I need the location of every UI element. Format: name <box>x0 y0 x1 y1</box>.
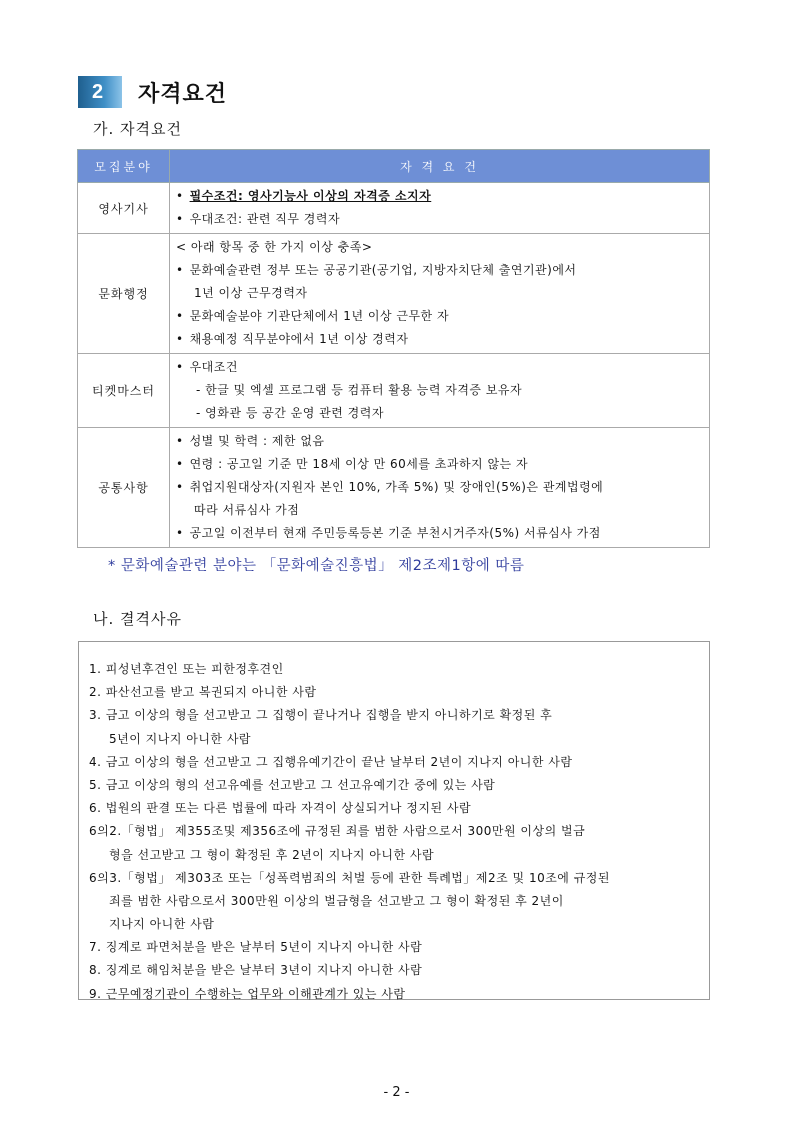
requirement-text: 문화예술분야 기관단체에서 1년 이상 근무한 자 <box>189 309 450 323</box>
disqualification-item: 5년이 지나지 아니한 사람 <box>109 731 251 746</box>
row-requirements <box>170 428 710 548</box>
bullet: • <box>176 309 184 323</box>
table-row <box>78 428 710 548</box>
disqualification-item: 지나지 아니한 사람 <box>109 917 215 932</box>
bullet: • <box>176 434 184 448</box>
requirement-text: 우대조건 <box>189 360 238 374</box>
subheading-disqualifications: 나. 결격사유 <box>93 610 182 628</box>
requirement-text: 채용예정 직무분야에서 1년 이상 경력자 <box>189 332 409 346</box>
disqualification-item: 1. 피성년후견인 또는 피한정후견인 <box>89 662 284 676</box>
requirement-line <box>176 522 703 545</box>
row-category: 티켓마스터 <box>78 354 170 428</box>
disqualification-item: 죄를 범한 사람으로서 300만원 이상의 벌금형을 선고받고 그 형이 확정된 후 2년이 <box>109 893 564 908</box>
disqualification-item: 형을 선고받고 그 형이 확정된 후 2년이 지나지 아니한 사람 <box>109 847 435 862</box>
table-row <box>78 234 710 354</box>
requirement-text: 연령 : 공고일 기준 만 18세 이상 만 60세를 초과하지 않는 자 <box>189 457 529 471</box>
requirement-text: 1년 이상 근무경력자 <box>194 286 308 300</box>
subheading-requirements: 가. 자격요건 <box>93 120 182 138</box>
requirement-line <box>176 402 703 425</box>
requirement-line <box>176 185 703 208</box>
requirement-line <box>176 476 703 499</box>
bullet: • <box>176 480 184 494</box>
requirement-line <box>176 430 703 453</box>
requirement-line <box>176 356 703 379</box>
disqualification-item: 6의3.「형법」 제303조 또는「성폭력범죄의 처벌 등에 관한 특례법」제2조 및 10조에 규정된 <box>89 870 610 885</box>
requirements-table <box>77 149 710 548</box>
table-row <box>78 183 710 234</box>
disqualification-item: 6의2.「형법」 제355조및 제356조에 규정된 죄를 범한 사람으로서 300만원 이상의 벌금 <box>89 824 586 839</box>
requirement-line <box>176 282 703 305</box>
header-requirements: 자 격 요 건 <box>170 150 710 183</box>
table-header-row <box>78 150 710 183</box>
requirement-text: < 아래 항목 중 한 가지 이상 충족> <box>176 240 373 254</box>
section-title: 자격요건 <box>138 81 228 107</box>
requirement-line <box>176 453 703 476</box>
requirement-line <box>176 328 703 351</box>
disqualification-item: 9. 근무예정기관이 수행하는 업무와 이해관계가 있는 사람 <box>89 986 406 1001</box>
page-number: - 2 - <box>383 1085 410 1100</box>
row-category: 문화행정 <box>78 234 170 354</box>
row-requirements <box>170 183 710 234</box>
header-field: 모집분야 <box>78 150 170 183</box>
requirement-line <box>176 305 703 328</box>
footnote-note: * 문화예술관련 분야는 「문화예술진흥법」 제2조제1항에 따름 <box>108 558 525 574</box>
requirement-text: 취업지원대상자(지원자 본인 10%, 가족 5%) 및 장애인(5%)은 관계법령에 <box>189 480 604 494</box>
requirement-text: - 영화관 등 공간 운영 관련 경력자 <box>196 406 384 420</box>
bullet: • <box>176 360 184 374</box>
disqualification-item: 5. 금고 이상의 형의 선고유예를 선고받고 그 선고유예기간 중에 있는 사람 <box>89 777 496 792</box>
requirement-line <box>176 236 703 259</box>
bullet: • <box>176 457 184 471</box>
disqualification-box <box>78 641 710 1000</box>
row-requirements <box>170 354 710 428</box>
row-category: 공통사항 <box>78 428 170 548</box>
requirement-text: 우대조건: 관련 직무 경력자 <box>189 212 341 226</box>
table-row <box>78 354 710 428</box>
requirement-line <box>176 208 703 231</box>
section-number-badge: 2 <box>78 76 122 108</box>
requirement-text: - 한글 및 엑셀 프로그램 등 컴퓨터 활용 능력 자격증 보유자 <box>196 383 523 397</box>
bullet: • <box>176 526 184 540</box>
disqualification-item: 6. 법원의 판결 또는 다른 법률에 따라 자격이 상실되거나 정지된 사람 <box>89 801 472 816</box>
row-category: 영사기사 <box>78 183 170 234</box>
requirement-text: 문화예술관련 정부 또는 공공기관(공기업, 지방자치단체 출연기관)에서 <box>189 263 577 277</box>
bullet: • <box>176 189 184 203</box>
requirement-line <box>176 259 703 282</box>
requirement-line <box>176 379 703 402</box>
disqualification-item: 2. 파산선고를 받고 복권되지 아니한 사람 <box>89 685 317 700</box>
disqualification-item: 7. 징계로 파면처분을 받은 날부터 5년이 지나지 아니한 사람 <box>89 940 423 955</box>
disqualification-item: 3. 금고 이상의 형을 선고받고 그 집행이 끝나거나 집행을 받지 아니하기로 확정된 후 <box>89 708 553 723</box>
bullet: • <box>176 263 184 277</box>
requirement-line <box>176 499 703 522</box>
row-requirements <box>170 234 710 354</box>
requirement-text: 성별 및 학력 : 제한 없음 <box>189 434 325 448</box>
requirement-text: 따라 서류심사 가점 <box>194 503 300 517</box>
section-header <box>78 76 227 108</box>
bullet: • <box>176 332 184 346</box>
requirement-text: 공고일 이전부터 현재 주민등록등본 기준 부천시거주자(5%) 서류심사 가점 <box>189 526 601 540</box>
bullet: • <box>176 212 184 226</box>
disqualification-item: 8. 징계로 해임처분을 받은 날부터 3년이 지나지 아니한 사람 <box>89 963 423 978</box>
disqualification-item: 4. 금고 이상의 형을 선고받고 그 집행유예기간이 끝난 날부터 2년이 지나지 아니한 사람 <box>89 754 573 769</box>
requirement-text: 필수조건: 영사기능사 이상의 자격증 소지자 <box>189 189 432 203</box>
